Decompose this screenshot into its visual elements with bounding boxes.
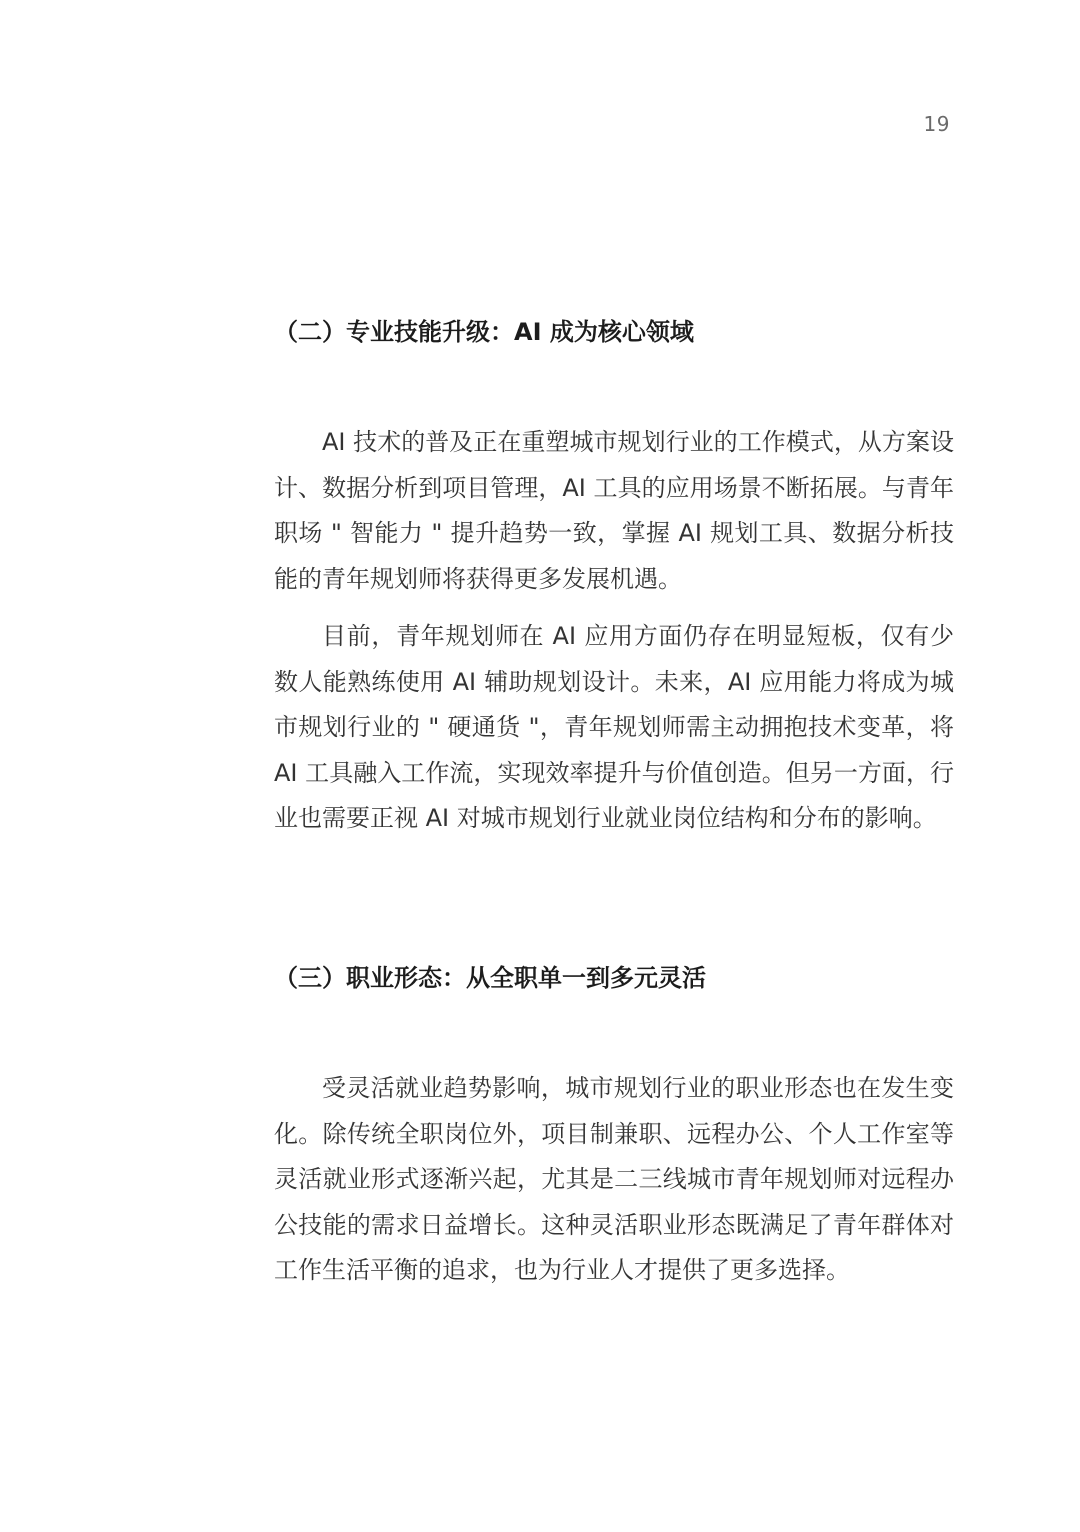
page-number: 19 bbox=[923, 112, 950, 136]
body-paragraph: AI 技术的普及正在重塑城市规划行业的工作模式，从方案设计、数据分析到项目管理，AI 工具的应用场景不断拓展。与青年职场 " 智能力 " 提升趋势一致，掌握 AI 规划工具、数据分析技能的青年规划师将获得更多发展机遇。 bbox=[274, 428, 954, 593]
section-professional-skills bbox=[274, 316, 954, 842]
section-career-forms bbox=[274, 962, 954, 1294]
section-heading: （二）专业技能升级：AI 成为核心领域 bbox=[274, 318, 694, 346]
body-paragraph: 受灵活就业趋势影响，城市规划行业的职业形态也在发生变化。除传统全职岗位外，项目制兼职、远程办公、个人工作室等灵活就业形式逐渐兴起，尤其是二三线城市青年规划师对远程办公技能的需求日益增长。这种灵活职业形态既满足了青年群体对工作生活平衡的追求，也为行业人才提供了更多选择。 bbox=[274, 1074, 954, 1284]
body-paragraph: 目前，青年规划师在 AI 应用方面仍存在明显短板，仅有少数人能熟练使用 AI 辅助规划设计。未来，AI 应用能力将成为城市规划行业的 " 硬通货 "，青年规划师需主动拥抱技术变革，将 AI 工具融入工作流，实现效率提升与价值创造。但另一方面，行业也需要正视 AI 对城市规划行业就业岗位结构和分布的影响。 bbox=[274, 622, 954, 832]
section-heading: （三）职业形态：从全职单一到多元灵活 bbox=[274, 964, 706, 992]
